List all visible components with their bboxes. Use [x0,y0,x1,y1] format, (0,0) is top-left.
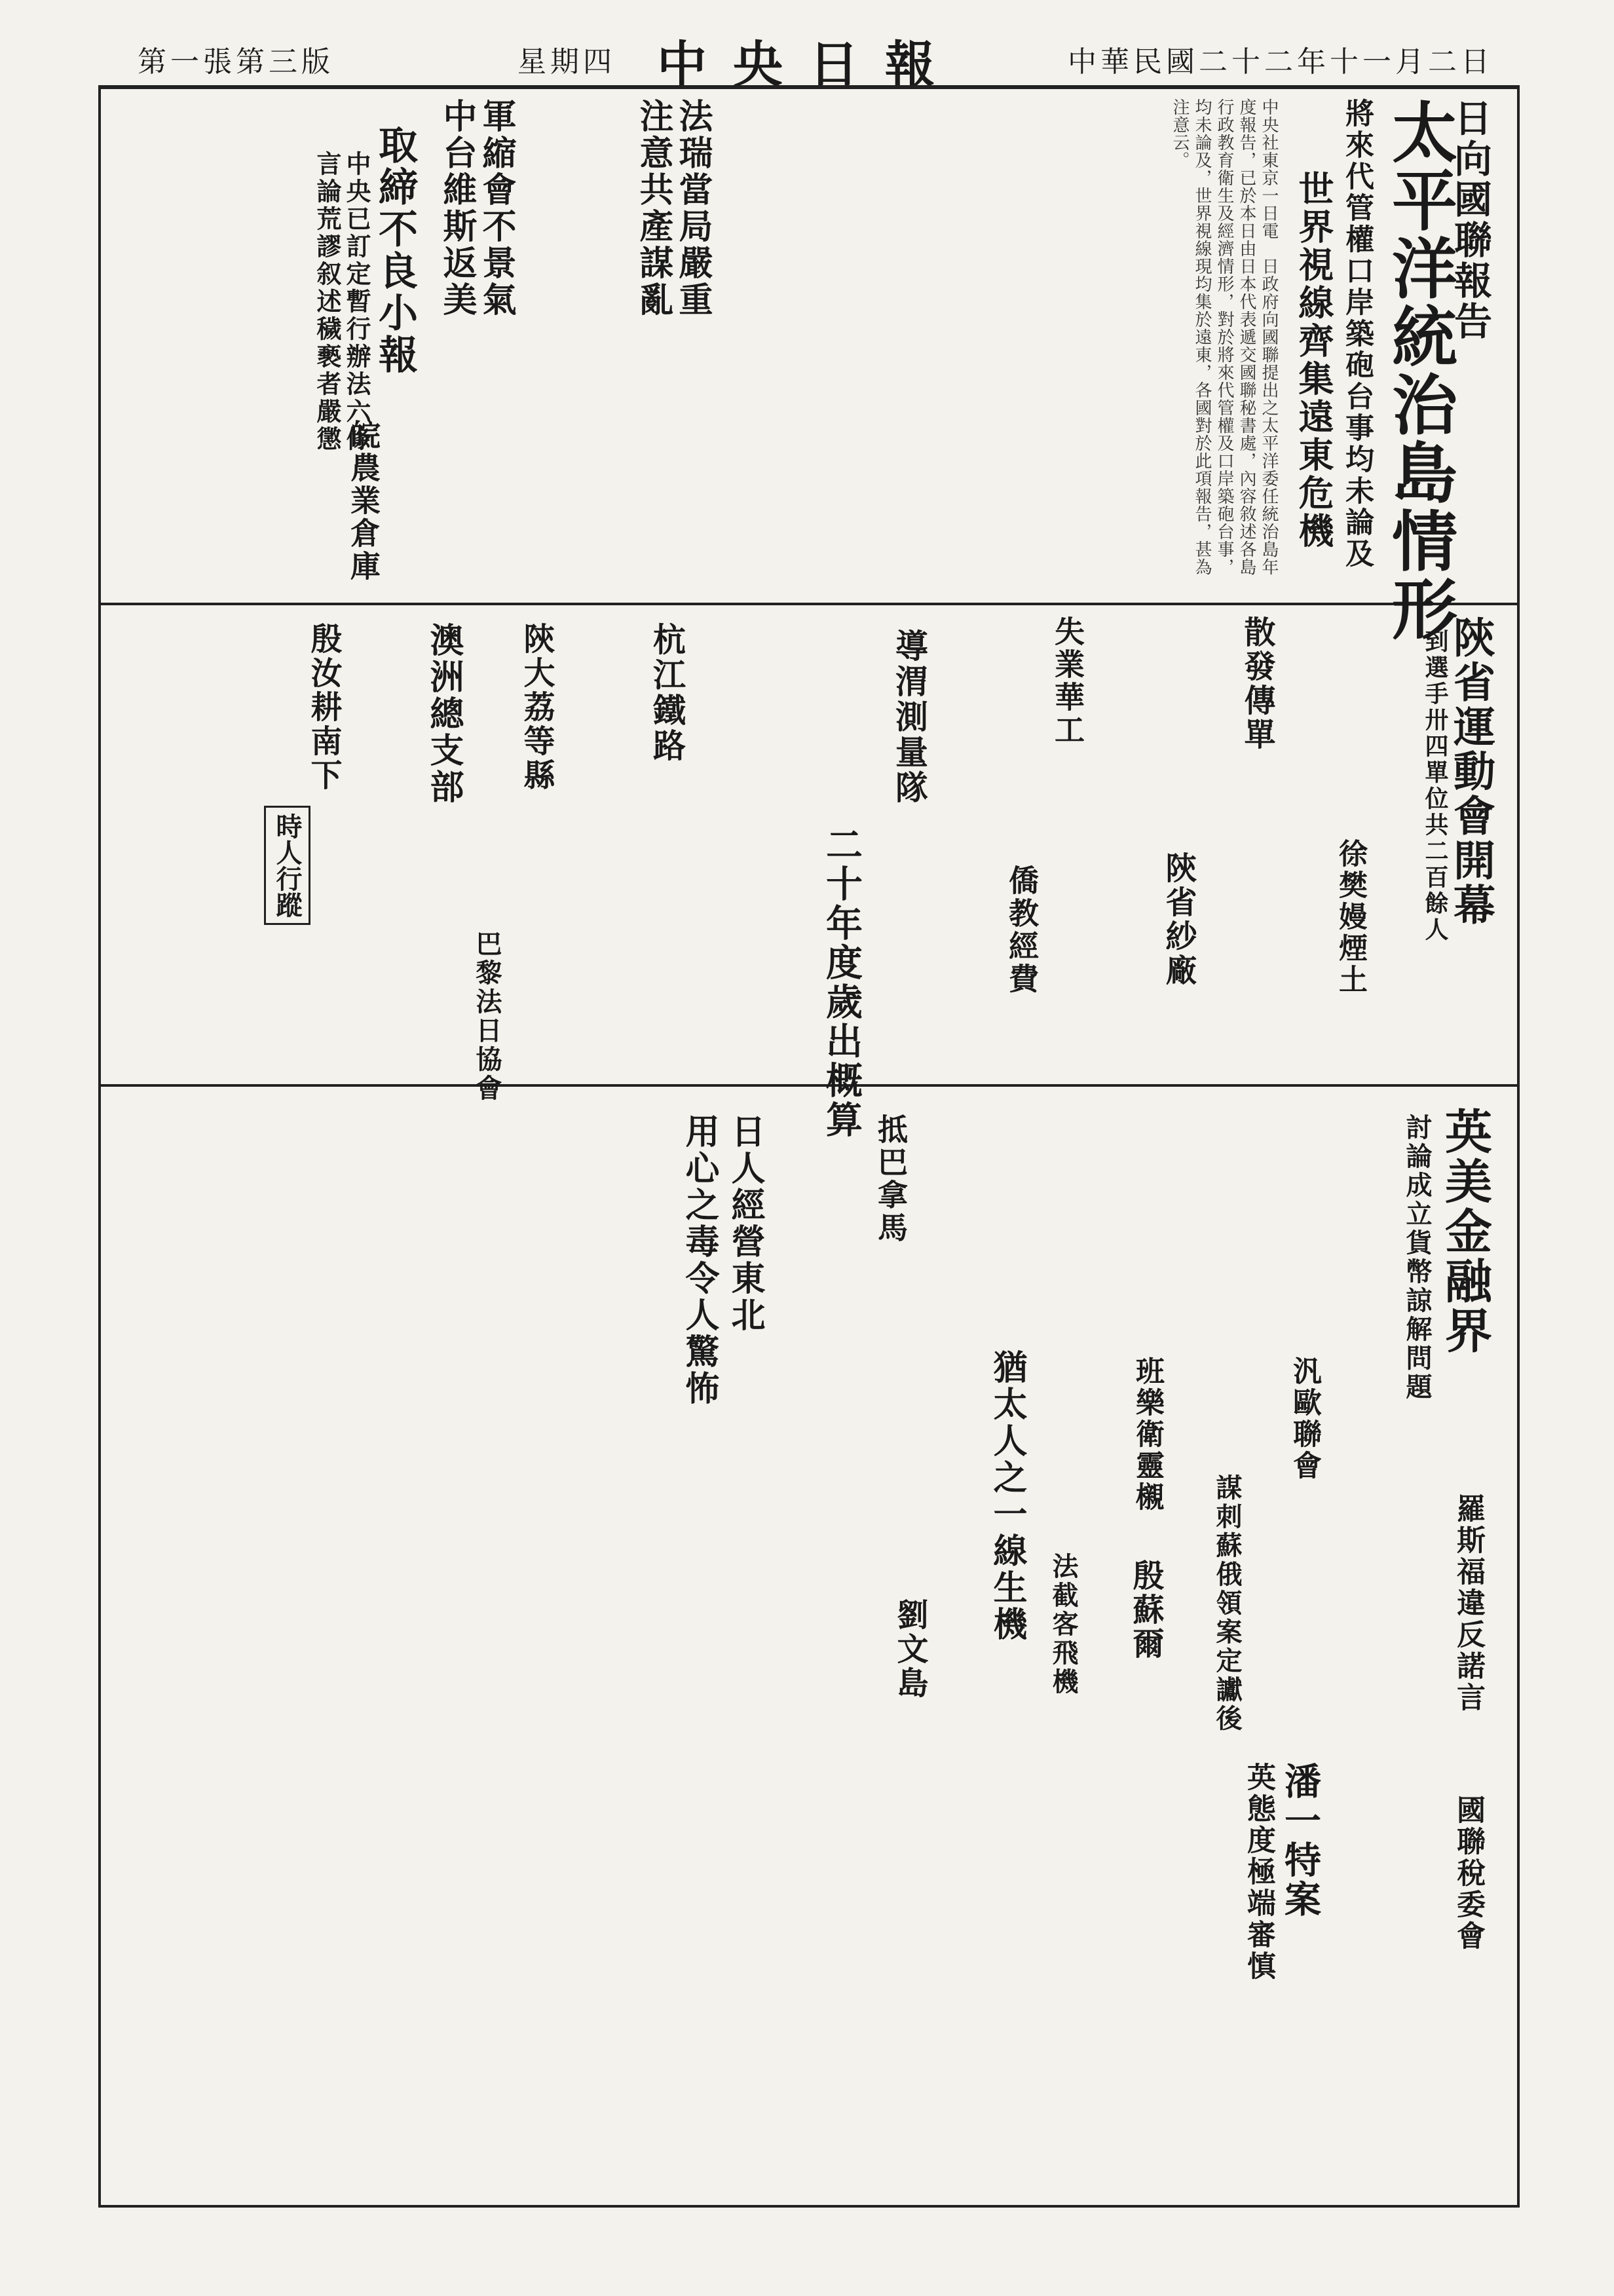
article-title: 殷蘇爾 [1127,1559,1164,1661]
article-body: 中央社東京一日電 日政府向國聯提出之太平洋委任統治島年度報告，已於本日由日本代表遞交國聯秘書處，內容敘述各島行政教育衛生及經濟情形，對於將來代管權及口岸築砲台事，均未論及，世界視線現均集於遠東，各國對於此項報告，甚為注意云。 [1170,98,1279,576]
article-title: 二十年度歲出概算 [820,825,863,1140]
masthead [98,20,1520,94]
article-title: 陝省紗廠 [1160,852,1197,988]
article-title: 國聯稅委會 [1452,1795,1485,1952]
article-sub: 到選手卅四單位共二百餘人 [1421,629,1449,943]
paper-name: 中央日報 [657,35,961,94]
article-title: 法瑞當局嚴重 [673,98,713,318]
article-title: 僑教經費 [1004,865,1040,996]
headline-main: 太平洋統治島情形 [1381,98,1458,643]
article-title: 汎歐聯會 [1288,1356,1321,1482]
issue-date: 中華民國二十二年十一月二日 [1068,45,1493,79]
article-title: 猶太人之一線生機 [987,1349,1027,1643]
headline-sub: 世界視線齊集遠東危機 [1293,170,1335,550]
article-title: 用心之毒令人驚怖 [679,1114,719,1407]
column-tag: 時人行蹤 [264,806,310,925]
headline-sub: 將來代管權口岸築砲台事均未論及 [1340,98,1374,570]
article-title: 徐樊嫚煙土 [1334,838,1367,996]
article-title: 軍縮會不景氣 [476,98,516,318]
article-title: 法截客飛機 [1048,1553,1079,1697]
article-title: 巴黎法日協會 [472,930,502,1103]
article-title: 抵巴拿馬 [873,1114,909,1245]
edition-label: 第一張第三版 [138,45,334,79]
article-title: 皖農業倉庫 [346,419,381,583]
article-title: 杭江鐵路 [648,622,686,764]
article-title: 散發傳單 [1239,616,1275,752]
article-title: 注意共產謀亂 [633,98,673,318]
article-sub: 英態度極端審慎 [1242,1762,1275,1982]
weekday: 星期四 [517,45,616,79]
article-title: 英美金融界 [1437,1107,1493,1356]
article-title: 中台維斯返美 [437,98,477,318]
article-title: 導渭測量隊 [890,629,929,806]
article-title: 陝大荔等縣 [518,622,555,793]
headline-pre: 日向國聯報告 [1448,98,1492,342]
article-title: 澳洲總支部 [424,622,464,806]
article-title: 日人經營東北 [725,1114,765,1334]
article-sub: 中央已訂定暫行辦法六條 [342,151,371,453]
article-title: 班樂衛靈櫬 [1131,1356,1164,1513]
article-sub: 言論荒謬叙述穢褻者嚴懲 [312,151,342,453]
article-title: 羅斯福違反諾言 [1452,1494,1485,1714]
article-title: 潘一特案 [1279,1762,1322,1919]
band-divider [98,603,1520,605]
article-sub: 討論成立貨幣諒解問題 [1402,1114,1433,1402]
band-divider [98,1084,1520,1087]
article-title: 陝省運動會開幕 [1446,616,1495,928]
article-title: 失業華工 [1050,616,1085,747]
article-title: 取締不良小報 [372,124,418,376]
article-title: 殷汝耕南下 [305,622,342,793]
article-title: 劉文島 [891,1598,928,1701]
article-title: 謀刺蘇俄領案定讞後 [1212,1474,1243,1733]
